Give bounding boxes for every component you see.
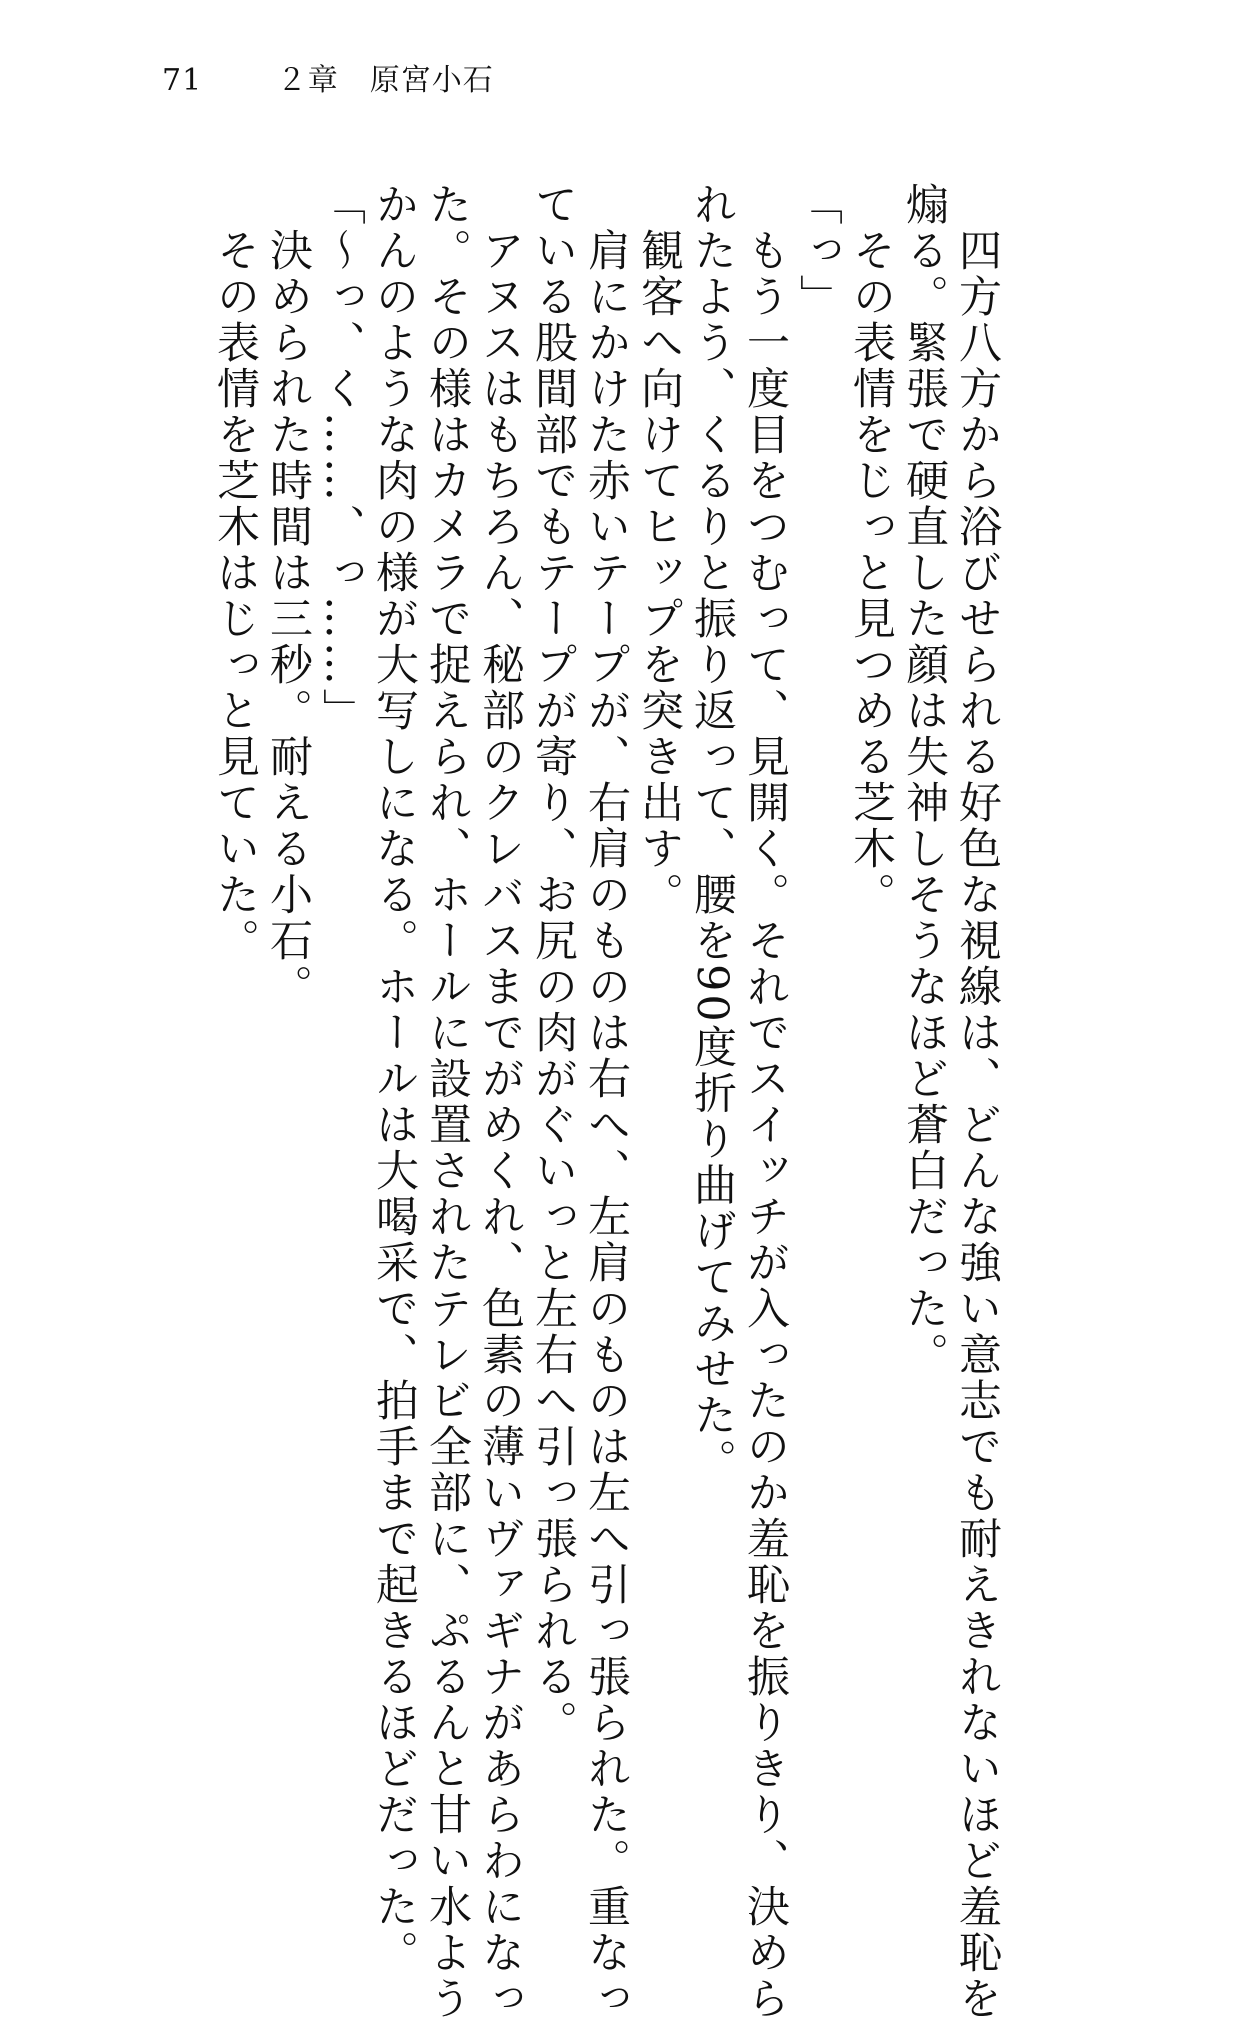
text-line: た。その様はカメラで捉えられ、ホールに設置されたテレビ全部に、ぷるんと甘い水よう [422, 182, 472, 2022]
body-text [208, 182, 1003, 2022]
running-header [162, 63, 494, 98]
text-line: 決められた時間は三秒。耐える小石。 [263, 228, 313, 1010]
text-line: アヌスはもちろん、秘部のクレバスまでがめくれ、色素の薄いヴァギナがあらわになっ [475, 228, 525, 2022]
text-line: その表情を芝木はじっと見ていた。 [210, 228, 260, 964]
text-line: もう一度目をつむって、見開く。それでスイッチが入ったのか羞恥を振りきり、決めら [740, 228, 790, 2022]
text-line: 四方八方から浴びせられる好色な視線は、どんな強い意志でも耐えきれないほど羞恥を [952, 228, 1002, 2022]
chapter-title: ２章 原宮小石 [276, 63, 494, 98]
text-line: 「っ」 [793, 182, 843, 320]
text-line: かんのような肉の様が大写しになる。ホールは大喝采で、拍手まで起きるほどだった。 [369, 182, 419, 1976]
text-line: れたよう、くるりと振り返って、腰を90度折り曲げてみせた。 [687, 182, 737, 1485]
text-line: ている股間部でもテープが寄り、お尻の肉がぐいっと左右へ引っ張られる。 [528, 182, 578, 1746]
text-line: 肩にかけた赤いテープが、右肩のものは右へ、左肩のものは左へ引っ張られた。重なっ [581, 228, 631, 2022]
text-line: 煽る。緊張で硬直した顔は失神しそうなほど蒼白だった。 [899, 182, 949, 1378]
text-line: その表情をじっと見つめる芝木。 [846, 228, 896, 918]
page-number: 71 [162, 63, 203, 98]
text-line: 「～っ、く……、っ……」 [316, 182, 366, 734]
text-line: 観客へ向けてヒップを突き出す。 [634, 228, 684, 918]
